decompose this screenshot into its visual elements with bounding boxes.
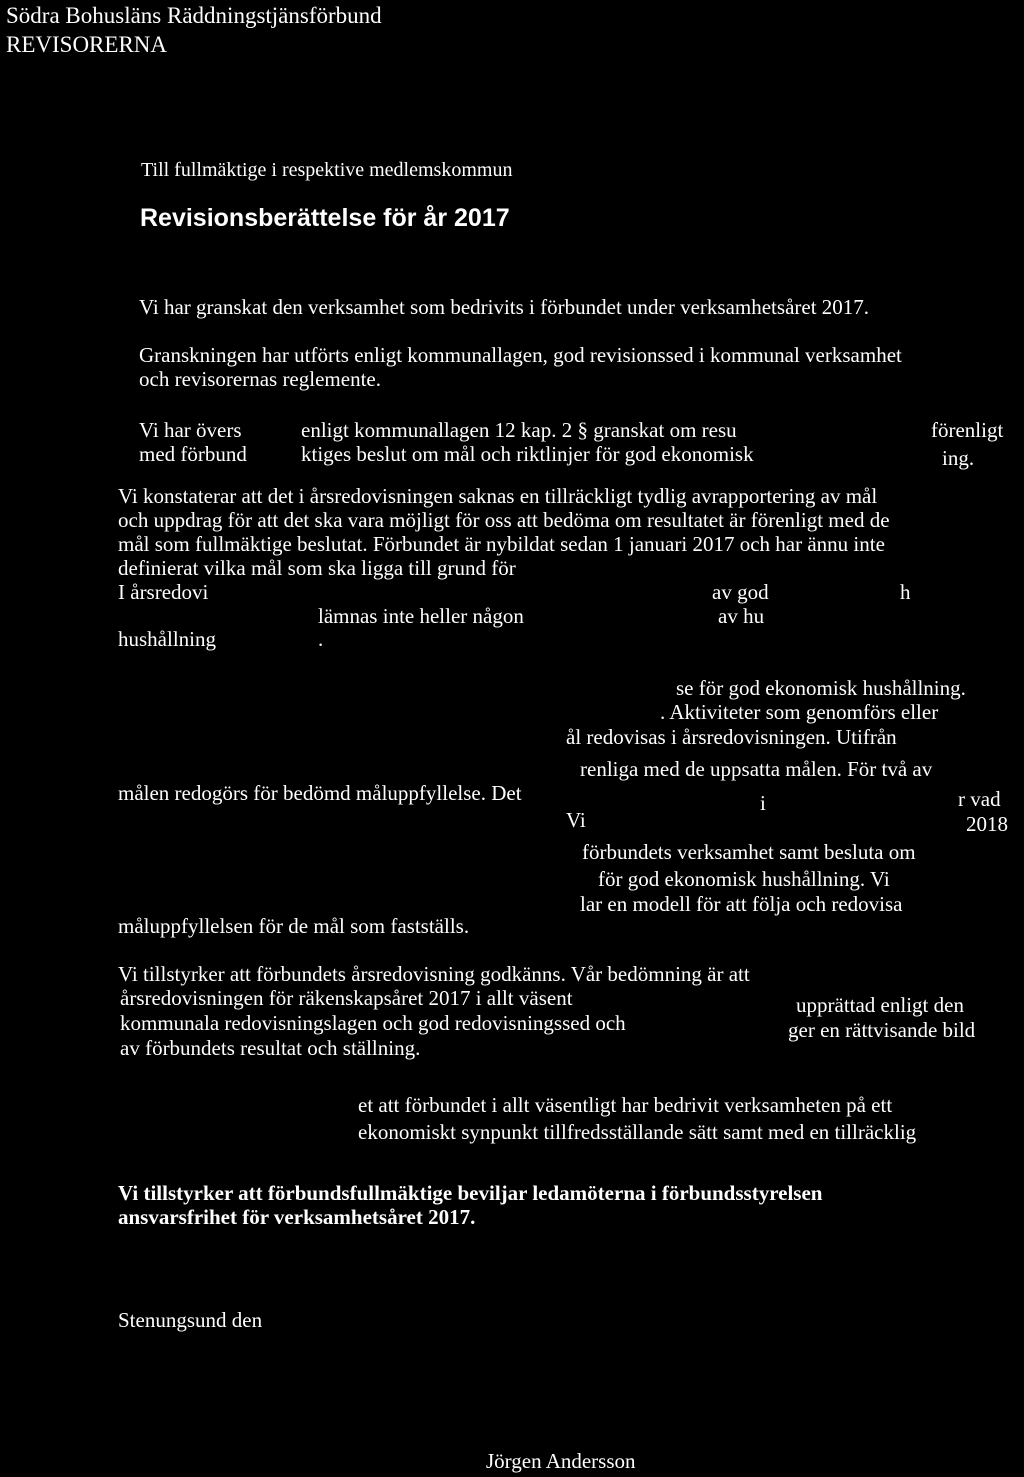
text-line: och revisorernas reglemente. bbox=[139, 367, 381, 391]
text-line: mål som fullmäktige beslutat. Förbundet är nybildat sedan 1 januari 2017 och har ännu inte bbox=[118, 532, 885, 556]
text-line: Vi tillstyrker att förbundets årsredovisning godkänns. Vår bedömning är att bbox=[118, 962, 750, 986]
text-line: . Aktiviteter som genomförs eller bbox=[660, 700, 939, 724]
text-line: av förbundets resultat och ställning. bbox=[120, 1036, 421, 1060]
text-line: Granskningen har utförts enligt kommunallagen, god revisionssed i kommunal verksamhet bbox=[139, 343, 902, 367]
signatory-name: Jörgen Andersson bbox=[486, 1449, 636, 1473]
text-fragment: lämnas inte heller någon bbox=[318, 604, 524, 628]
text-fragment: 2018 bbox=[966, 812, 1008, 836]
text-line: ål redovisas i årsredovisningen. Utifrån bbox=[566, 725, 897, 749]
text-line: renliga med de uppsatta målen. För två av bbox=[580, 757, 933, 781]
text-fragment: r vad bbox=[958, 787, 1001, 811]
text-fragment: definierat vilka mål som ska ligga till grund för bbox=[118, 556, 516, 580]
text-fragment: målen redogörs för bedömd måluppfyllelse. Det bbox=[118, 781, 522, 805]
text-fragment: I årsredovi bbox=[118, 580, 209, 604]
text-line: lar en modell för att följa och redovisa bbox=[580, 892, 903, 916]
text-fragment: hushållning bbox=[118, 627, 216, 651]
page-title: Revisionsberättelse för år 2017 bbox=[140, 204, 510, 232]
text-fragment: enligt kommunallagen 12 kap. 2 § granskat om resu bbox=[301, 418, 737, 442]
text-line: måluppfyllelsen för de mål som fastställs. bbox=[118, 914, 470, 938]
text-line: ansvarsfrihet för verksamhetsåret 2017. bbox=[118, 1205, 476, 1229]
text-fragment: ktiges beslut om mål och riktlinjer för god ekonomisk bbox=[301, 442, 754, 466]
text-fragment: i bbox=[760, 791, 766, 815]
text-fragment: upprättad enligt den bbox=[796, 993, 964, 1017]
text-fragment: kommunala redovisningslagen och god redovisningssed och bbox=[120, 1011, 626, 1035]
text-line: et att förbundet i allt väsentligt har bedrivit verksamheten på ett bbox=[358, 1093, 893, 1117]
paragraph-scope: Vi har granskat den verksamhet som bedrivits i förbundet under verksamhetsåret 2017. bbox=[139, 295, 870, 319]
text-fragment: med förbund bbox=[139, 442, 247, 466]
text-fragment: . bbox=[318, 627, 324, 651]
text-fragment: ing. bbox=[942, 446, 975, 470]
text-line: se för god ekonomisk hushållning. bbox=[676, 676, 966, 700]
text-fragment: av hu bbox=[718, 604, 765, 628]
text-fragment: Vi har övers bbox=[139, 418, 242, 442]
text-fragment: h bbox=[900, 580, 911, 604]
text-line: Vi tillstyrker att förbundsfullmäktige beviljar ledamöterna i förbundsstyrelsen bbox=[118, 1181, 823, 1205]
text-line: för god ekonomisk hushållning. Vi bbox=[598, 867, 890, 891]
text-fragment: förenligt bbox=[931, 418, 1004, 442]
place-and-date: Stenungsund den bbox=[118, 1308, 263, 1332]
organization-name: Södra Bohusläns Räddningstjänsförbund bbox=[6, 3, 382, 28]
text-fragment: Vi bbox=[566, 808, 586, 832]
text-fragment: av god bbox=[712, 580, 769, 604]
text-line: ekonomiskt synpunkt tillfredsställande sätt samt med en tillräcklig bbox=[358, 1120, 917, 1144]
text-fragment: årsredovisningen för räkenskapsåret 2017 i allt väsent bbox=[120, 986, 573, 1010]
text-line: förbundets verksamhet samt besluta om bbox=[582, 840, 916, 864]
text-line: och uppdrag för att det ska vara möjligt för oss att bedöma om resultatet är förenligt med de bbox=[118, 508, 890, 532]
department-name: REVISORERNA bbox=[6, 32, 168, 57]
text-fragment: ger en rättvisande bild bbox=[788, 1018, 976, 1042]
text-line: Vi konstaterar att det i årsredovisningen saknas en tillräckligt tydlig avrapportering av mål bbox=[118, 484, 878, 508]
addressee: Till fullmäktige i respektive medlemskommun bbox=[141, 159, 513, 181]
